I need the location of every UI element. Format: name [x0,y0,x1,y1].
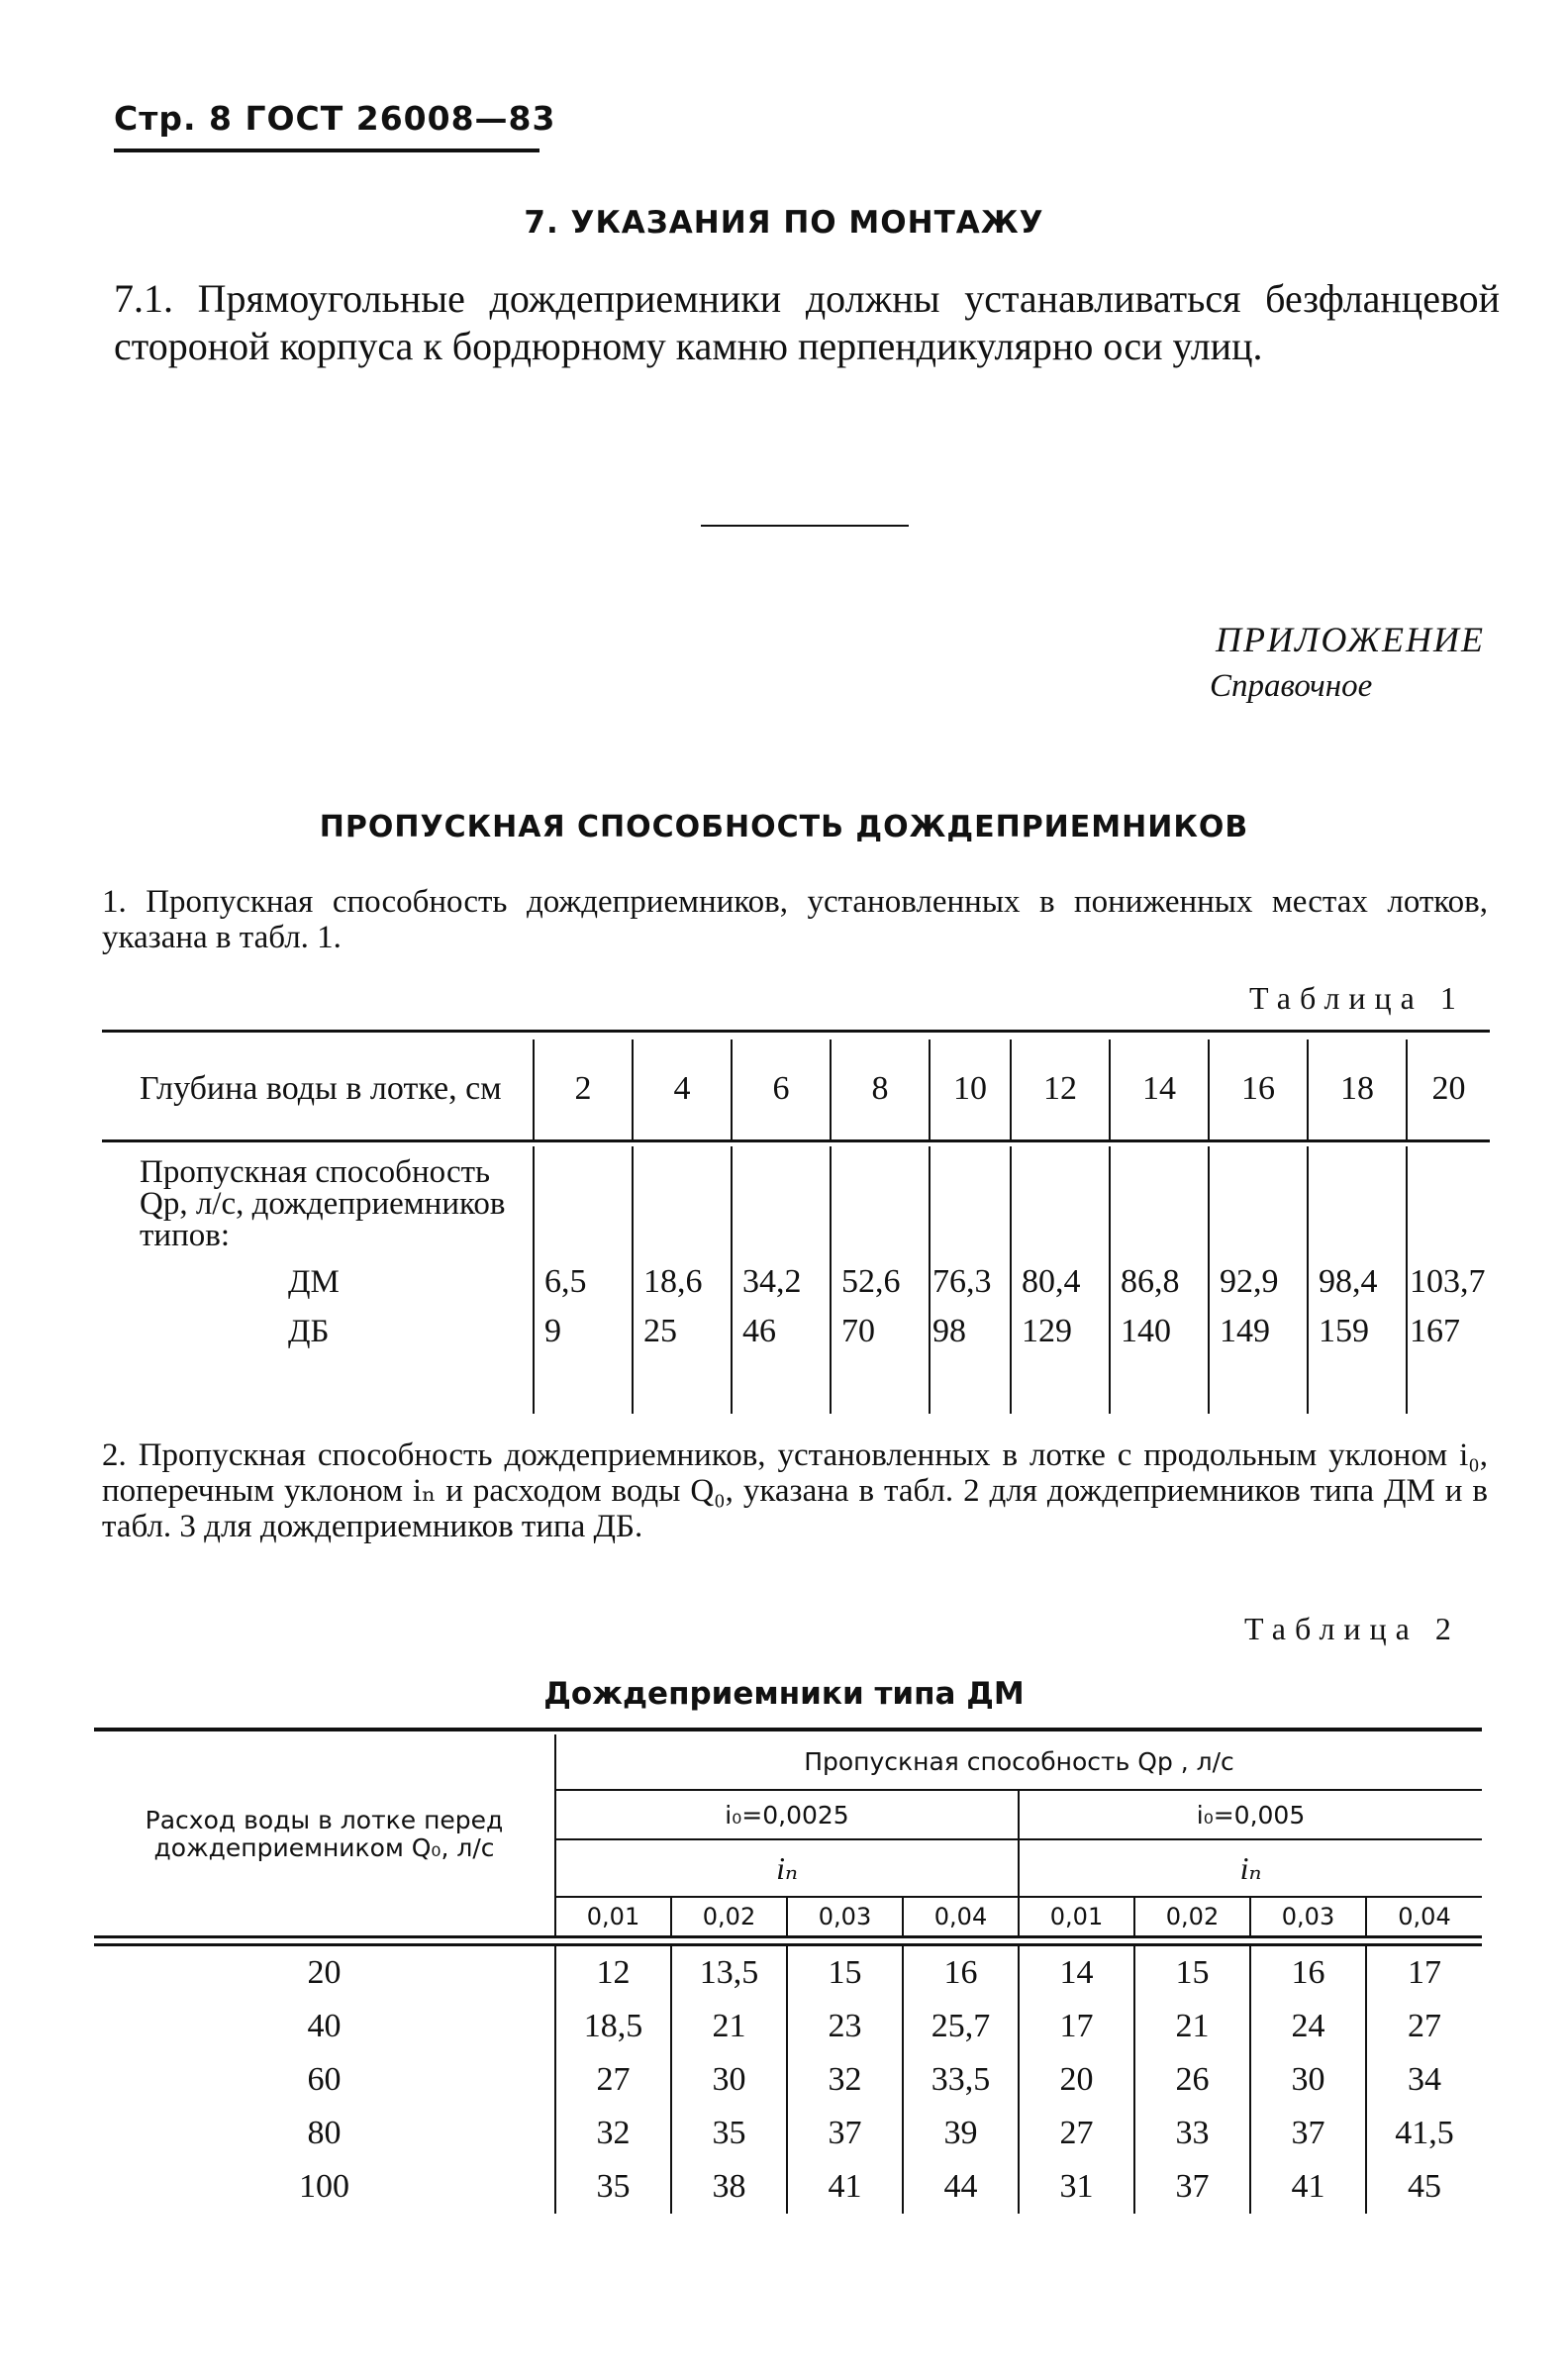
table2-cell: 18,5 [555,2000,671,2053]
table1-cell: 92,9 [1220,1263,1279,1300]
table1-cell: 86,8 [1121,1263,1180,1300]
table2-q: 20 [307,1953,342,1991]
table2-cell: 27 [1019,2107,1134,2160]
table2-q: 40 [307,2007,342,2044]
table2-cell: 45 [1366,2160,1482,2214]
table1-depth: 6 [732,1039,831,1140]
table2-in-value: 0,01 [555,1897,671,1936]
table2-in-label: iₙ [1019,1839,1482,1897]
table1-cell: 159 [1319,1313,1369,1349]
table2-cell: 16 [903,1944,1019,2000]
table2-cell: 20 [1019,2053,1134,2107]
table2-cell: 16 [1250,1944,1366,2000]
table2-cell: 34 [1366,2053,1482,2107]
table2-in-value: 0,03 [787,1897,903,1936]
table2-cell: 27 [1366,2000,1482,2053]
table2-i0-group: i₀=0,005 [1019,1790,1482,1839]
table2-cell: 30 [671,2053,787,2107]
table2-cell: 37 [787,2107,903,2160]
table2-cell: 35 [555,2160,671,2214]
table1 [102,1039,1490,1414]
appendix-paragraph-1: 1. Пропускная способность дождеприемников, установленных в пониженных местах лотков, указана в табл. 1. [102,884,1488,955]
appendix-title: ПРОПУСКНАЯ СПОСОБНОСТЬ ДОЖДЕПРИЕМНИКОВ [319,810,1249,844]
page-header: Стр. 8 ГОСТ 26008—83 [114,99,556,138]
table1-depth: 8 [831,1039,930,1140]
table2-cell: 25,7 [903,2000,1019,2053]
table2-caption: Таблица 2 [1244,1611,1460,1646]
table2-cell: 21 [671,2000,787,2053]
table2-cell: 15 [1134,1944,1250,2000]
table2-col-group: Пропускная способность Qp , л/с [555,1734,1482,1790]
section-title: 7. УКАЗАНИЯ ПО МОНТАЖУ [524,205,1044,241]
table2-cell: 37 [1250,2107,1366,2160]
table1-cell: 6,5 [544,1263,587,1300]
table2-i0-group: i₀=0,0025 [555,1790,1019,1839]
header-rule [114,148,539,152]
table2-row [94,1944,1482,2000]
table2-cell: 17 [1019,2000,1134,2053]
table2-title: Дождеприемники типа ДМ [543,1676,1025,1712]
table2-cell: 15 [787,1944,903,2000]
table1-cell: 98,4 [1319,1263,1378,1300]
table2-row [94,2160,1482,2214]
table2-row-header: Расход воды в лотке перед дождеприемником Q₀, л/с [145,1806,504,1863]
table1-cell: 140 [1121,1313,1171,1349]
table1-cell: 129 [1022,1313,1072,1349]
table2-cell: 31 [1019,2160,1134,2214]
table2-cell: 17 [1366,1944,1482,2000]
table2-cell: 26 [1134,2053,1250,2107]
table1-row-header: Глубина воды в лотке, см [140,1070,502,1108]
table1-cell: 9 [544,1313,561,1349]
section-paragraph: 7.1. Прямоугольные дождеприемники должны устанавливаться безфланцевой стороной корпуса к бордюрному камню перпендикулярно оси улиц. [114,276,1500,368]
table2-cell: 21 [1134,2000,1250,2053]
table2-cell: 44 [903,2160,1019,2214]
table2-cell: 12 [555,1944,671,2000]
table2-cell: 35 [671,2107,787,2160]
table2-cell: 33 [1134,2107,1250,2160]
table2-cell: 41 [1250,2160,1366,2214]
table2-row [94,2107,1482,2160]
table2-cell: 39 [903,2107,1019,2160]
table1-cell: 34,2 [742,1263,802,1300]
table2-in-value: 0,01 [1019,1897,1134,1936]
table2-in-value: 0,02 [1134,1897,1250,1936]
table2-row [94,2000,1482,2053]
table1-cell: 76,3 [932,1263,992,1300]
table1-type-db: ДБ [288,1314,330,1349]
table2-cell: 37 [1134,2160,1250,2214]
table2-in-value: 0,04 [903,1897,1019,1936]
table1-cell: 25 [643,1313,677,1349]
table2-q: 60 [307,2060,342,2098]
table1-depth: 2 [534,1039,633,1140]
table1-depth: 12 [1011,1039,1110,1140]
table2-q: 80 [307,2114,342,2151]
table1-depth: 4 [633,1039,732,1140]
table1-cell: 46 [742,1313,776,1349]
table1-depth: 14 [1110,1039,1209,1140]
table2-cell: 27 [555,2053,671,2107]
table2-cell: 33,5 [903,2053,1019,2107]
table1-cell: 52,6 [841,1263,901,1300]
table1-cell: 149 [1220,1313,1270,1349]
table1-cell: 80,4 [1022,1263,1081,1300]
table2-in-value: 0,04 [1366,1897,1482,1936]
table1-cell: 103,7 [1410,1263,1486,1300]
table2-cell: 41,5 [1366,2107,1482,2160]
table1-type-dm: ДМ [288,1264,340,1300]
table2-in-value: 0,02 [671,1897,787,1936]
table2-in-label: iₙ [555,1839,1019,1897]
table1-cell: 70 [841,1313,875,1349]
divider [701,525,909,527]
table1-top-rule [102,1030,1490,1033]
table2-cell: 38 [671,2160,787,2214]
table2-cell: 24 [1250,2000,1366,2053]
appendix-label: ПРИЛОЖЕНИЕ [1216,620,1485,659]
table2-cell: 32 [555,2107,671,2160]
table2-row [94,2053,1482,2107]
table2 [94,1734,1482,2214]
table2-q: 100 [299,2167,349,2205]
table1-depth: 10 [930,1039,1011,1140]
table1-cell: 98 [932,1313,966,1349]
table2-top-rule [94,1728,1482,1731]
table2-cell: 14 [1019,1944,1134,2000]
table2-cell: 13,5 [671,1944,787,2000]
table1-depth: 18 [1308,1039,1407,1140]
table2-cell: 41 [787,2160,903,2214]
table1-depth: 16 [1209,1039,1308,1140]
appendix-paragraph-2: 2. Пропускная способность дождеприемников, установленных в лотке с продольным уклоном i₀, поперечным уклоном iₙ и расходом воды Q₀, указана в табл. 2 для дождеприемников типа ДМ и в табл. 3 для дождеприемников типа ДБ. [102,1437,1488,1544]
table1-depth: 20 [1407,1039,1490,1140]
table2-in-value: 0,03 [1250,1897,1366,1936]
appendix-type: Справочное [1210,668,1373,704]
table1-caption: Таблица 1 [1249,980,1465,1016]
table1-capacity-label: Пропускная способность Qр, л/с, дождеприемников типов: [140,1154,506,1253]
table2-cell: 32 [787,2053,903,2107]
table2-cell: 23 [787,2000,903,2053]
table1-cell: 18,6 [643,1263,703,1300]
table2-cell: 30 [1250,2053,1366,2107]
table1-cell: 167 [1410,1313,1460,1349]
